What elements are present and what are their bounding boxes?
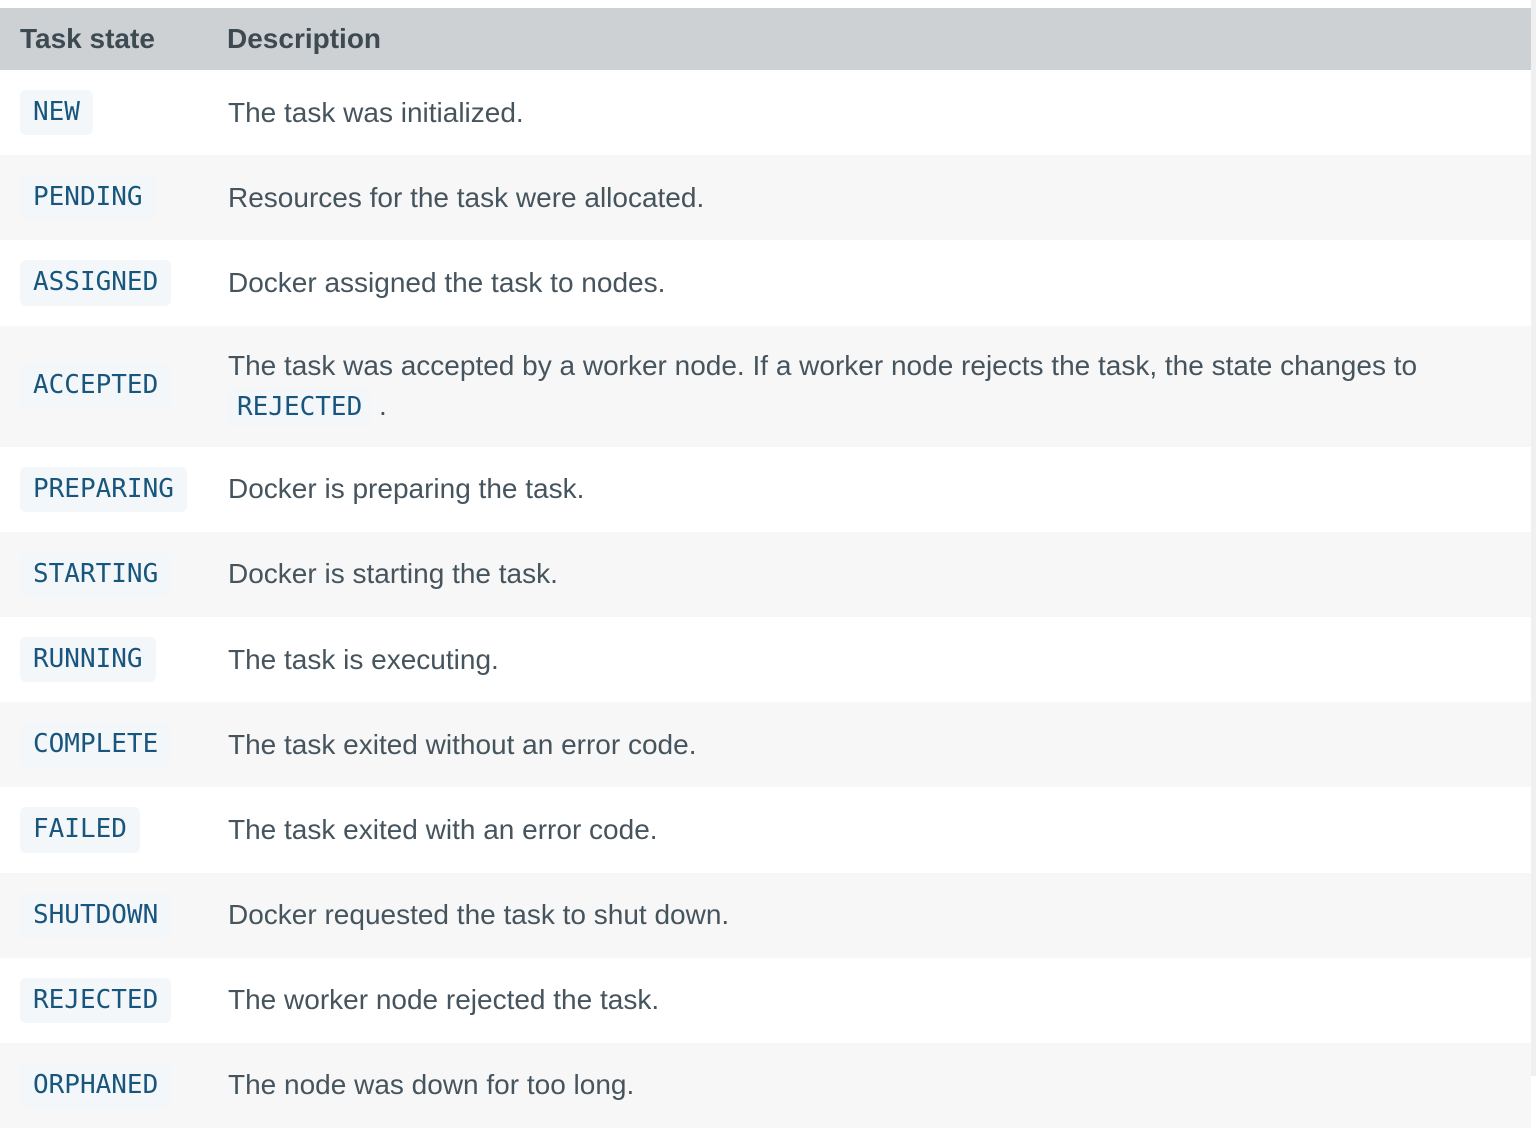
description-text: .	[371, 389, 387, 421]
task-state-badge: FAILED	[20, 807, 140, 852]
description-text: Docker is preparing the task.	[228, 473, 585, 505]
task-state-cell	[0, 532, 227, 617]
description-cell	[227, 787, 1531, 872]
description-text: Docker requested the task to shut down.	[228, 899, 730, 931]
task-state-badge: ORPHANED	[20, 1063, 171, 1108]
task-state-badge: REJECTED	[20, 978, 171, 1023]
description-cell	[227, 326, 1531, 447]
task-state-badge: ACCEPTED	[20, 363, 171, 408]
description-cell	[227, 873, 1531, 958]
task-state-cell	[0, 787, 227, 872]
task-state-badge: SHUTDOWN	[20, 893, 171, 938]
table-header-row	[0, 8, 1531, 70]
inline-code: REJECTED	[228, 388, 371, 426]
task-state-cell	[0, 617, 227, 702]
table-row	[0, 958, 1531, 1043]
task-state-cell	[0, 326, 227, 447]
task-state-badge: PREPARING	[20, 467, 187, 512]
task-state-cell	[0, 155, 227, 240]
column-header-task-state: Task state	[0, 8, 227, 70]
task-state-badge: NEW	[20, 90, 93, 135]
column-header-description: Description	[227, 8, 1531, 70]
task-state-badge: RUNNING	[20, 637, 156, 682]
description-text: The node was down for too long.	[228, 1069, 635, 1101]
task-state-badge: PENDING	[20, 175, 156, 220]
table-row	[0, 447, 1531, 532]
description-cell	[227, 155, 1531, 240]
description-cell	[227, 617, 1531, 702]
table-row	[0, 702, 1531, 787]
table-header	[0, 8, 1531, 70]
task-states-table	[0, 8, 1531, 1128]
description-cell	[227, 240, 1531, 325]
description-cell	[227, 447, 1531, 532]
task-state-cell	[0, 958, 227, 1043]
task-state-cell	[0, 1043, 227, 1128]
task-state-badge: ASSIGNED	[20, 260, 171, 305]
table-row	[0, 1043, 1531, 1128]
task-state-cell	[0, 447, 227, 532]
description-cell	[227, 958, 1531, 1043]
table-row	[0, 532, 1531, 617]
description-text: The task is executing.	[228, 643, 499, 675]
description-text: Docker assigned the task to nodes.	[228, 266, 666, 298]
description-text: The task was accepted by a worker node. If a worker node rejects the task, the state changes to	[228, 349, 1418, 381]
task-state-cell	[0, 240, 227, 325]
table-row	[0, 240, 1531, 325]
task-state-badge: COMPLETE	[20, 722, 171, 767]
task-state-cell	[0, 70, 227, 155]
table-row	[0, 155, 1531, 240]
description-text: Docker is starting the task.	[228, 558, 558, 590]
table-row	[0, 787, 1531, 872]
table-row	[0, 617, 1531, 702]
task-state-cell	[0, 702, 227, 787]
task-state-cell	[0, 873, 227, 958]
description-cell	[227, 1043, 1531, 1128]
description-cell	[227, 70, 1531, 155]
description-text: The task exited with an error code.	[228, 813, 658, 845]
table-row	[0, 326, 1531, 447]
description-text: The task was initialized.	[228, 96, 524, 128]
description-text: Resources for the task were allocated.	[228, 181, 705, 213]
page-right-gutter	[1531, 0, 1536, 1076]
description-cell	[227, 532, 1531, 617]
description-text: The worker node rejected the task.	[228, 984, 660, 1016]
table-row	[0, 70, 1531, 155]
table-body	[0, 70, 1531, 1128]
description-text: The task exited without an error code.	[228, 728, 697, 760]
description-cell	[227, 702, 1531, 787]
table-row	[0, 873, 1531, 958]
task-state-badge: STARTING	[20, 552, 171, 597]
